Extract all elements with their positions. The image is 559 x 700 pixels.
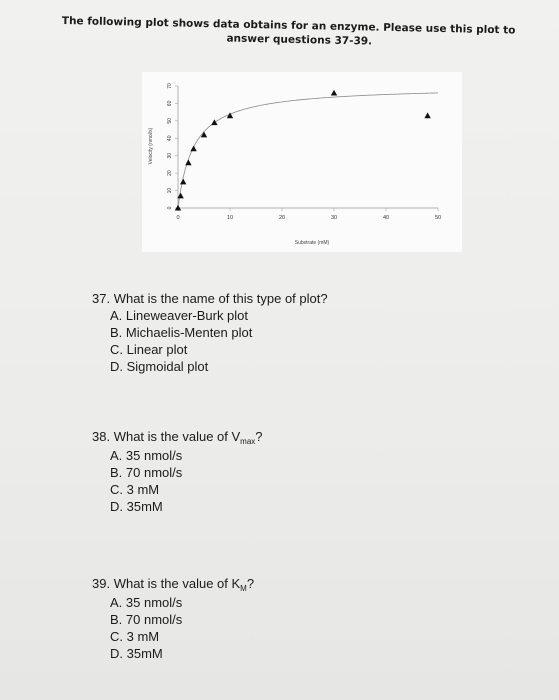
y-tick-label: 60 — [167, 100, 173, 107]
q39-option-b[interactable]: B. 70 nmol/s — [110, 612, 183, 627]
plot-svg — [142, 72, 462, 252]
q37-option-b[interactable]: B. Michaelis-Menten plot — [110, 325, 253, 340]
q37-option-c[interactable]: C. Linear plot — [110, 342, 188, 357]
y-tick-label: 20 — [167, 170, 173, 176]
intro-line-2: answer questions 37-39. — [226, 32, 373, 48]
q39-option-c[interactable]: C. 3 mM — [110, 629, 160, 644]
q38-option-d[interactable]: D. 35mM — [110, 499, 163, 514]
y-tick-label: 70 — [167, 83, 173, 89]
x-tick-label: 40 — [382, 215, 390, 221]
x-axis-label: Substrate (mM) — [294, 240, 330, 246]
q38-option-b[interactable]: B. 70 nmol/s — [110, 465, 183, 480]
question-39-number: 39. — [92, 576, 111, 591]
x-tick-label: 0 — [176, 215, 180, 221]
question-39-subscript: M — [240, 584, 247, 593]
question-38-stem — [92, 428, 263, 447]
question-39 — [92, 575, 254, 662]
y-tick-label: 40 — [167, 135, 173, 142]
q37-option-d[interactable]: D. Sigmoidal plot — [110, 359, 209, 374]
question-38-number: 38. — [92, 429, 111, 444]
q39-option-d[interactable]: D. 35mM — [110, 646, 163, 661]
plot-background — [142, 72, 462, 252]
question-38 — [92, 428, 263, 515]
question-38-end: ? — [255, 429, 263, 444]
intro-text — [61, 14, 531, 52]
q39-option-a[interactable]: A. 35 nmol/s — [110, 595, 183, 610]
question-39-text: What is the value of K — [113, 576, 241, 591]
q37-option-a[interactable]: A. Lineweaver-Burk plot — [110, 308, 249, 323]
question-37-stem — [92, 290, 328, 307]
enzyme-plot — [142, 72, 462, 252]
question-39-stem — [92, 575, 254, 594]
intro-line-1: The following plot shows data obtains for an enzyme. Please use this plot to — [61, 14, 516, 37]
question-38-subscript: max — [240, 437, 256, 446]
x-tick-label: 10 — [226, 215, 234, 221]
y-tick-label: 50 — [167, 118, 173, 124]
y-tick-label: 0 — [167, 206, 173, 210]
question-39-end: ? — [246, 576, 255, 591]
x-tick-label: 30 — [330, 215, 338, 221]
y-tick-label: 30 — [167, 152, 173, 159]
y-tick-label: 10 — [167, 187, 173, 194]
q38-option-a[interactable]: A. 35 nmol/s — [110, 448, 183, 463]
x-tick-label: 20 — [278, 215, 286, 221]
y-axis-label: Velocity (nmol/s) — [148, 127, 154, 165]
q38-option-c[interactable]: C. 3 mM — [110, 482, 160, 497]
question-37-text: What is the name of this type of plot? — [113, 291, 328, 306]
x-tick-label: 50 — [434, 215, 442, 221]
question-37-number: 37. — [92, 291, 111, 306]
question-38-text: What is the value of V — [113, 429, 241, 444]
question-37 — [92, 290, 328, 375]
